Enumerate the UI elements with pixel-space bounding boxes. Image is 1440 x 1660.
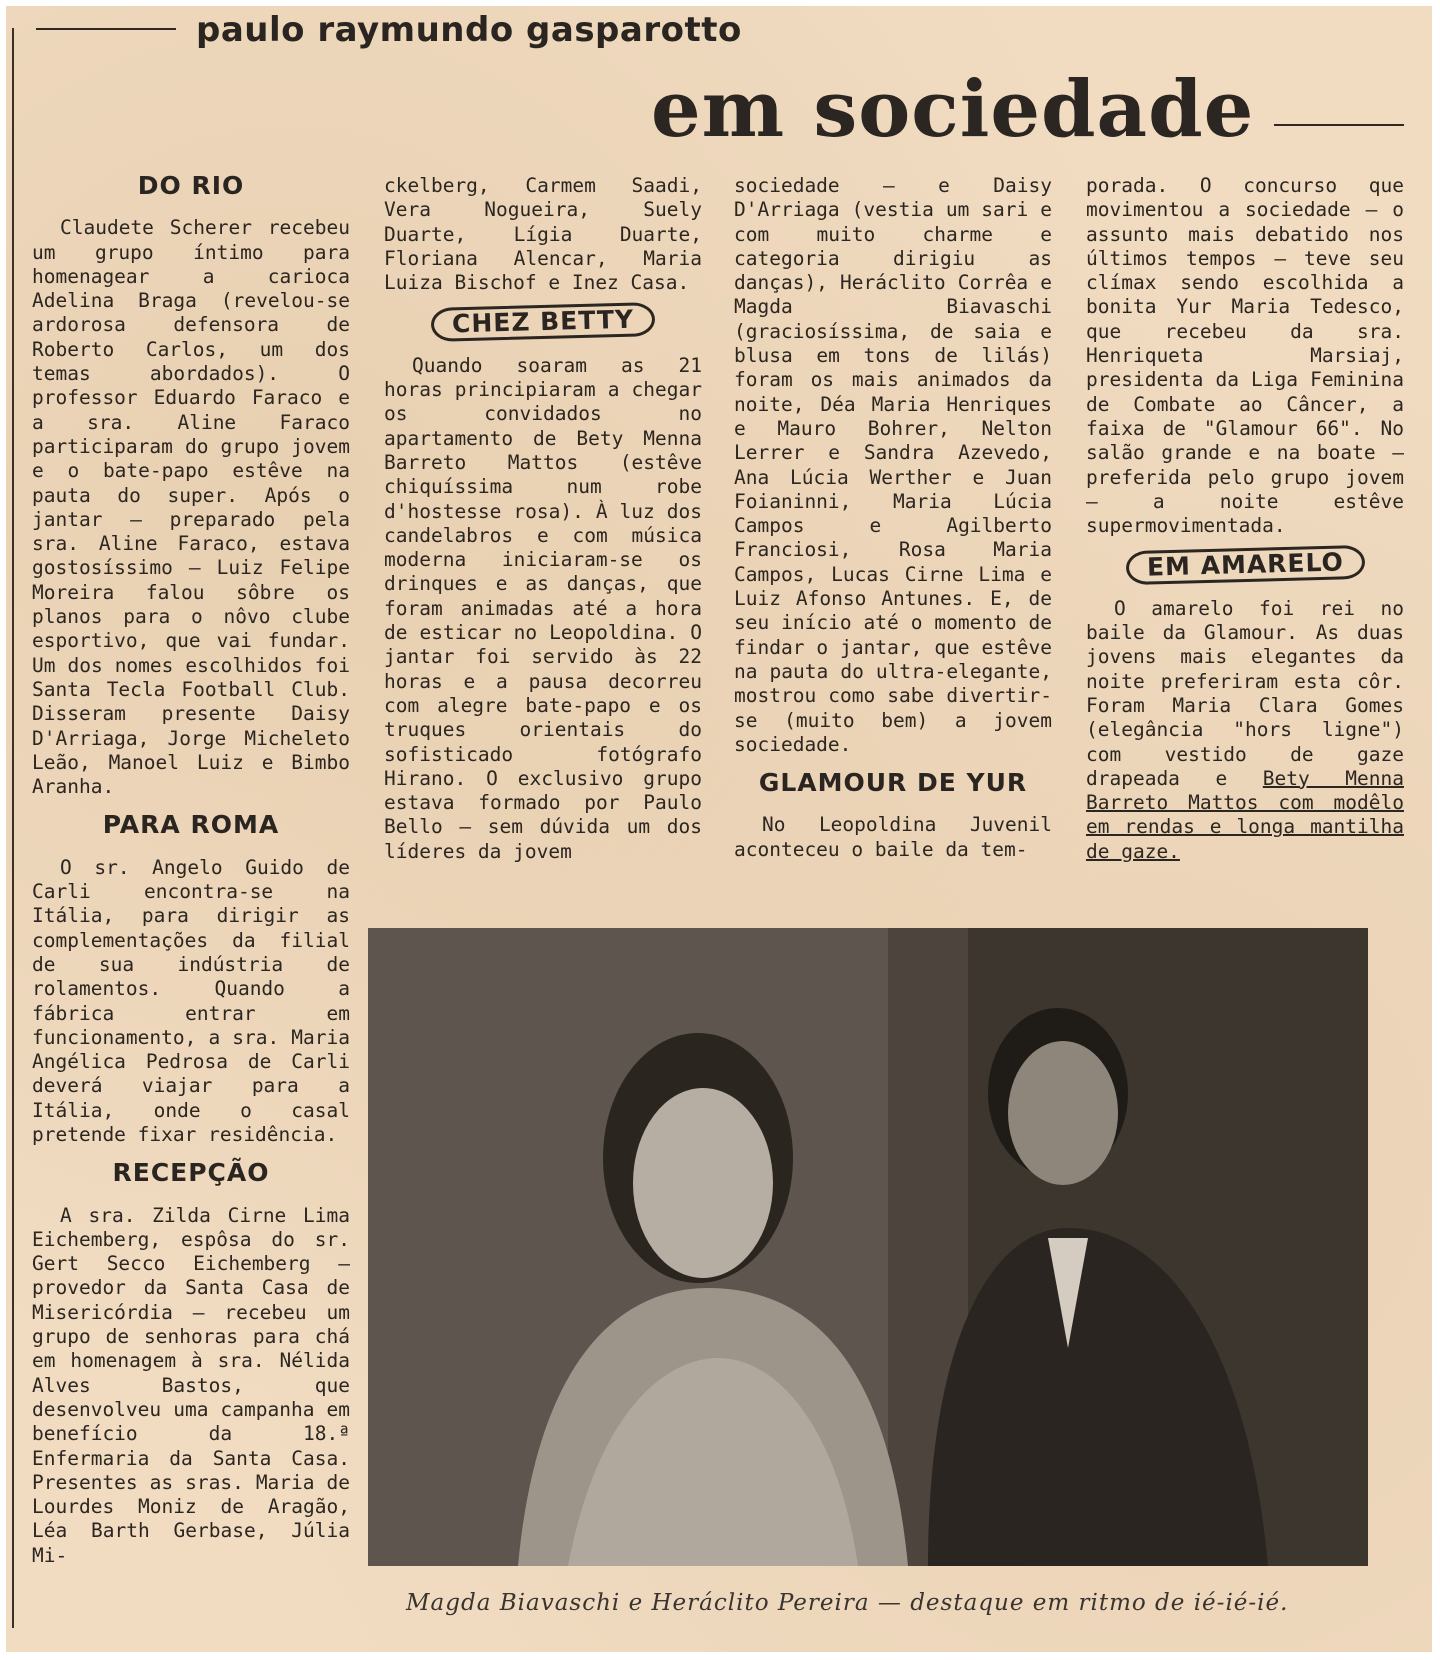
heading-chez-betty-wrap: [384, 305, 702, 339]
photo-illustration: [368, 928, 1368, 1566]
heading-recepcao: RECEPÇÃO: [112, 1158, 270, 1188]
paragraph-guest-list: ckelberg, Carmem Saadi, Vera Nogueira, Suely Duarte, Lígia Duarte, Floriana Alencar, Maria Luiza Bischof e Inez Casa.: [384, 174, 702, 295]
paragraph-do-rio: Claudete Scherer recebeu um grupo íntimo para homenagear a carioca Adelina Braga (revelou-se ardorosa defensora de Roberto Carlos, um dos temas abordados). O professor Eduardo Faraco e a sra. Aline Faraco participaram do grupo jovem e o bate-papo estêve na pauta do super. Após o jantar — preparado pela sra. Aline Faraco, estava gostosíssimo — Luiz Felipe Moreira falou sôbre os planos para o nôvo clube esportivo, que vai fundar. Um dos nomes escolhidos foi Santa Tecla Football Club. Disseram presente Daisy D'Arriaga, Jorge Micheleto Leão, Manoel Luiz e Bimbo Aranha.: [32, 216, 350, 799]
woman-face-shape: [633, 1088, 773, 1278]
photo-caption: Magda Biavaschi e Heráclito Pereira — destaque em ritmo de ié-ié-ié.: [406, 1590, 1289, 1616]
paragraph-glamour-de-yur: No Leopoldina Juvenil aconteceu o baile da tem-: [734, 813, 1052, 861]
heading-chez-betty: CHEZ BETTY: [431, 303, 656, 343]
man-face-shape: [1008, 1041, 1118, 1185]
paragraph-chez-betty: Quando soaram as 21 horas principiaram a chegar os convidados no apartamento de Bety Menna Barreto Mattos (estêve chiquíssima num robe d'hostesse rosa). À luz dos candelabros e com música moderna iniciaram-se os drinques e as danças, que foram animadas até a hora de esticar no Leopoldina. O jantar foi servido às 22 horas e a pausa decorreu com alegre bate-papo e os truques orientais do sofisticado fotógrafo Hirano. O exclusivo grupo estava formado por Paulo Bello — sem dúvida um dos líderes da jovem: [384, 353, 702, 863]
title-rule: [1274, 124, 1404, 126]
left-border-rule: [12, 28, 14, 1628]
paragraph-concurso: porada. O concurso que movimentou a sociedade — o assunto mais debatido nos últimos tempos — teve seu clímax sendo escolhida a bonita Yur Maria Tedesco, que recebeu da sra. Henriqueta Marsiaj, presidenta da Liga Feminina de Combate ao Câncer, a faixa de "Glamour 66". No salão grande e na boate — preferida pelo grupo jovem — a noite estêve supermovimentada.: [1086, 174, 1404, 538]
paragraph-em-amarelo-underlined: Bety Menna Barreto Mattos com modêlo em rendas e longa mantilha de gaze.: [1086, 766, 1404, 863]
byline: paulo raymundo gasparotto: [196, 10, 742, 50]
heading-do-rio: DO RIO: [137, 171, 245, 200]
heading-em-amarelo: EM AMARELO: [1125, 545, 1365, 586]
byline-rule: [36, 28, 176, 30]
column-2: [384, 174, 702, 874]
heading-glamour-de-yur: GLAMOUR DE YUR: [758, 768, 1028, 798]
paragraph-society: sociedade — e Daisy D'Arriaga (vestia um sari e com muito charme e categoria dirigiu as danças), Heráclito Corrêa e Magda Biavaschi (graciosíssima, de saia e blusa em tons de lilás) foram os mais animados da noite, Déa Maria Henriques e Mauro Bohrer, Nelton Lerrer e Sandra Azevedo, Ana Lúcia Werther e Juan Foianinni, Maria Lúcia Campos e Agilberto Franciosi, Rosa Maria Campos, Lucas Cirne Lima e Luiz Afonso Antunes. E, de seu início até o momento de findar o jantar, que estêve na pauta do ultra-elegante, mostrou como sabe divertir-se (muito bem) a jovem sociedade.: [734, 174, 1052, 756]
paragraph-recepcao: A sra. Zilda Cirne Lima Eichemberg, espôsa do sr. Gert Secco Eichemberg — provedor da Santa Casa de Misericórdia — recebeu um grupo de senhoras para chá em homenagem à sra. Nélida Alves Bastos, que desenvolveu uma campanha em benefício da 18.ª Enfermaria da Santa Casa. Presentes as sras. Maria de Lourdes Moniz de Aragão, Léa Barth Gerbase, Júlia Mi-: [32, 1203, 350, 1567]
column-1: [32, 171, 350, 1578]
photograph: [368, 928, 1368, 1566]
heading-para-roma: PARA ROMA: [102, 810, 280, 840]
column-title: em sociedade: [651, 64, 1255, 155]
paragraph-em-amarelo-part1: O amarelo foi rei no baile da Glamour. As duas jovens mais elegantes da noite preferiram esta côr. Foram Maria Clara Gomes (elegância "hors ligne") com vestido de gaze drapeada e: [1086, 596, 1404, 790]
column-3: [734, 174, 1052, 872]
column-4: [1086, 174, 1404, 874]
newspaper-clipping: [6, 6, 1432, 1652]
heading-em-amarelo-wrap: [1086, 548, 1404, 582]
paragraph-em-amarelo: [1086, 597, 1404, 864]
paragraph-para-roma: O sr. Angelo Guido de Carli encontra-se na Itália, para dirigir as complementações da filial de sua indústria de rolamentos. Quando a fábrica entrar em funcionamento, a sra. Maria Angélica Pedrosa de Carli deverá viajar para a Itália, onde o casal pretende fixar residência.: [32, 855, 350, 1146]
